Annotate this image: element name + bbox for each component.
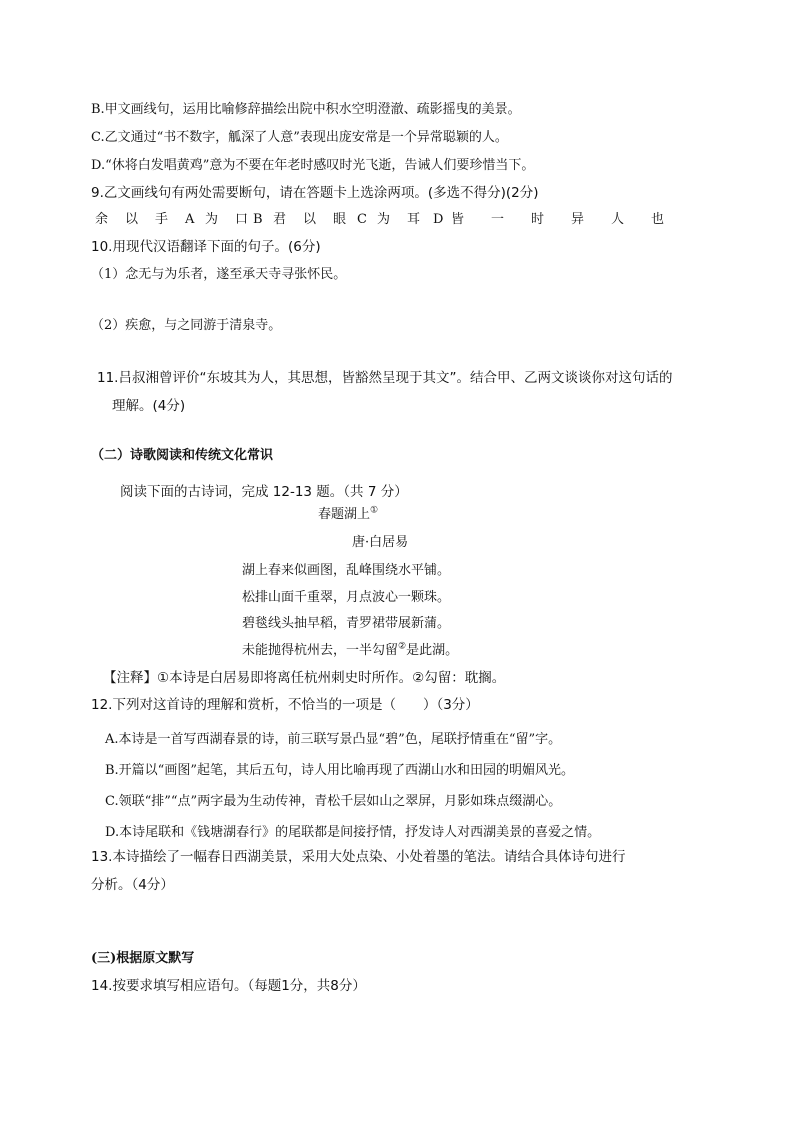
q9-char: 余 (95, 212, 109, 227)
q9-break-option-a[interactable]: A (185, 212, 195, 227)
q12-prompt: 12.下列对这首诗的理解和赏析，不恰当的一项是（ ）（3分） (91, 697, 479, 713)
section2-intro: 阅读下面的古诗词，完成 12-13 题。（共 7 分） (120, 484, 408, 500)
q9-char: 时 (531, 212, 545, 227)
poem-line-1: 湖上春来似画图，乱峰围绕水平铺。 (242, 563, 451, 578)
q9-char: 眼 (333, 212, 347, 227)
poem-title-text: 春题湖上 (318, 507, 371, 522)
q8-option-d: D.“休将白发唱黄鸡”意为不要在年老时感叹时光飞逝，告诫人们要珍惜当下。 (91, 158, 535, 173)
q9-sentence (95, 211, 681, 229)
q9-char: 以 (303, 212, 317, 227)
poem-line-4 (242, 642, 458, 660)
q13-prompt-line2: 分析。（4分） (91, 877, 174, 893)
poem-line-4-part-a: 未能抛得杭州去，一半勾留 (242, 643, 399, 658)
q9-break-option-b[interactable]: B (253, 212, 263, 227)
q9-char: 一 (491, 212, 505, 227)
q9-char: 也 (651, 212, 665, 227)
q11-prompt-line1: 11.吕叔湘曾评价“东坡其为人，其思想，皆豁然呈现于其文”。结合甲、乙两文谈谈你对这句话的 (97, 370, 673, 386)
q10-prompt: 10.用现代汉语翻译下面的句子。(6分) (91, 239, 321, 255)
q10-sentence-2: （2）疾愈，与之同游于清泉寺。 (91, 318, 282, 333)
q9-char: 为 (205, 212, 219, 227)
q12-option-a: A.本诗是一首写西湖春景的诗，前三联写景凸显“碧”色，尾联抒情重在“留”字。 (105, 732, 562, 747)
poem-annotation: 【注释】①本诗是白居易即将离任杭州刺史时所作。②勾留：耽搁。 (103, 670, 506, 686)
q9-char: 耳 (407, 212, 421, 227)
q9-char: 口 (235, 212, 249, 227)
q12-option-d: D.本诗尾联和《钱塘湖春行》的尾联都是间接抒情，抒发诗人对西湖美景的喜爱之情。 (105, 825, 601, 840)
q11-prompt-line2: 理解。(4分) (112, 398, 186, 414)
section2-heading: （二）诗歌阅读和传统文化常识 (91, 448, 274, 463)
q10-sentence-1: （1）念无与为乐者，遂至承天寺寻张怀民。 (91, 267, 347, 282)
q9-char: 君 (273, 212, 287, 227)
q9-prompt: 9.乙文画线句有两处需要断句，请在答题卡上选涂两项。(多选不得分)(2分) (91, 185, 539, 201)
q9-char: 为 (377, 212, 391, 227)
q8-option-b: B.甲文画线句，运用比喻修辞描绘出院中积水空明澄澈、疏影摇曳的美景。 (91, 102, 521, 117)
q14-prompt: 14.按要求填写相应语句。（每题1分，共8分） (91, 978, 366, 994)
q9-char: 异 (571, 212, 585, 227)
q9-char: 皆 (451, 212, 465, 227)
q12-option-b: B.开篇以“画图”起笔，其后五句，诗人用比喻再现了西湖山水和田园的明媚风光。 (105, 763, 574, 778)
footnote-marker: ② (398, 641, 407, 652)
footnote-marker: ① (370, 505, 379, 516)
q12-option-c: C.领联“排”“点”两字最为生动传神，青松千层如山之翠屏，月影如珠点缀湖心。 (105, 794, 562, 809)
poem-author: 唐·白居易 (352, 535, 409, 550)
q8-option-c: C.乙文通过“书不数字，觚深了人意”表现出庞安常是一个异常聪颖的人。 (91, 130, 508, 145)
poem-line-3: 碧毯线头抽早稻，青罗裙带展新蒲。 (242, 616, 451, 631)
q9-break-option-d[interactable]: D (433, 212, 444, 227)
q13-prompt-line1: 13.本诗描绘了一幅春日西湖美景，采用大处点染、小处着墨的笔法。请结合具体诗句进行 (91, 849, 626, 865)
section3-heading: (三)根据原文默写 (91, 951, 195, 966)
q9-char: 手 (155, 212, 169, 227)
q9-break-option-c[interactable]: C (357, 212, 367, 227)
poem-line-4-part-b: 是此湖。 (406, 643, 459, 658)
q9-char: 人 (611, 212, 625, 227)
q9-char: 以 (125, 212, 139, 227)
poem-title (318, 506, 378, 524)
poem-line-2: 松排山面千重翠，月点波心一颗珠。 (242, 590, 451, 605)
